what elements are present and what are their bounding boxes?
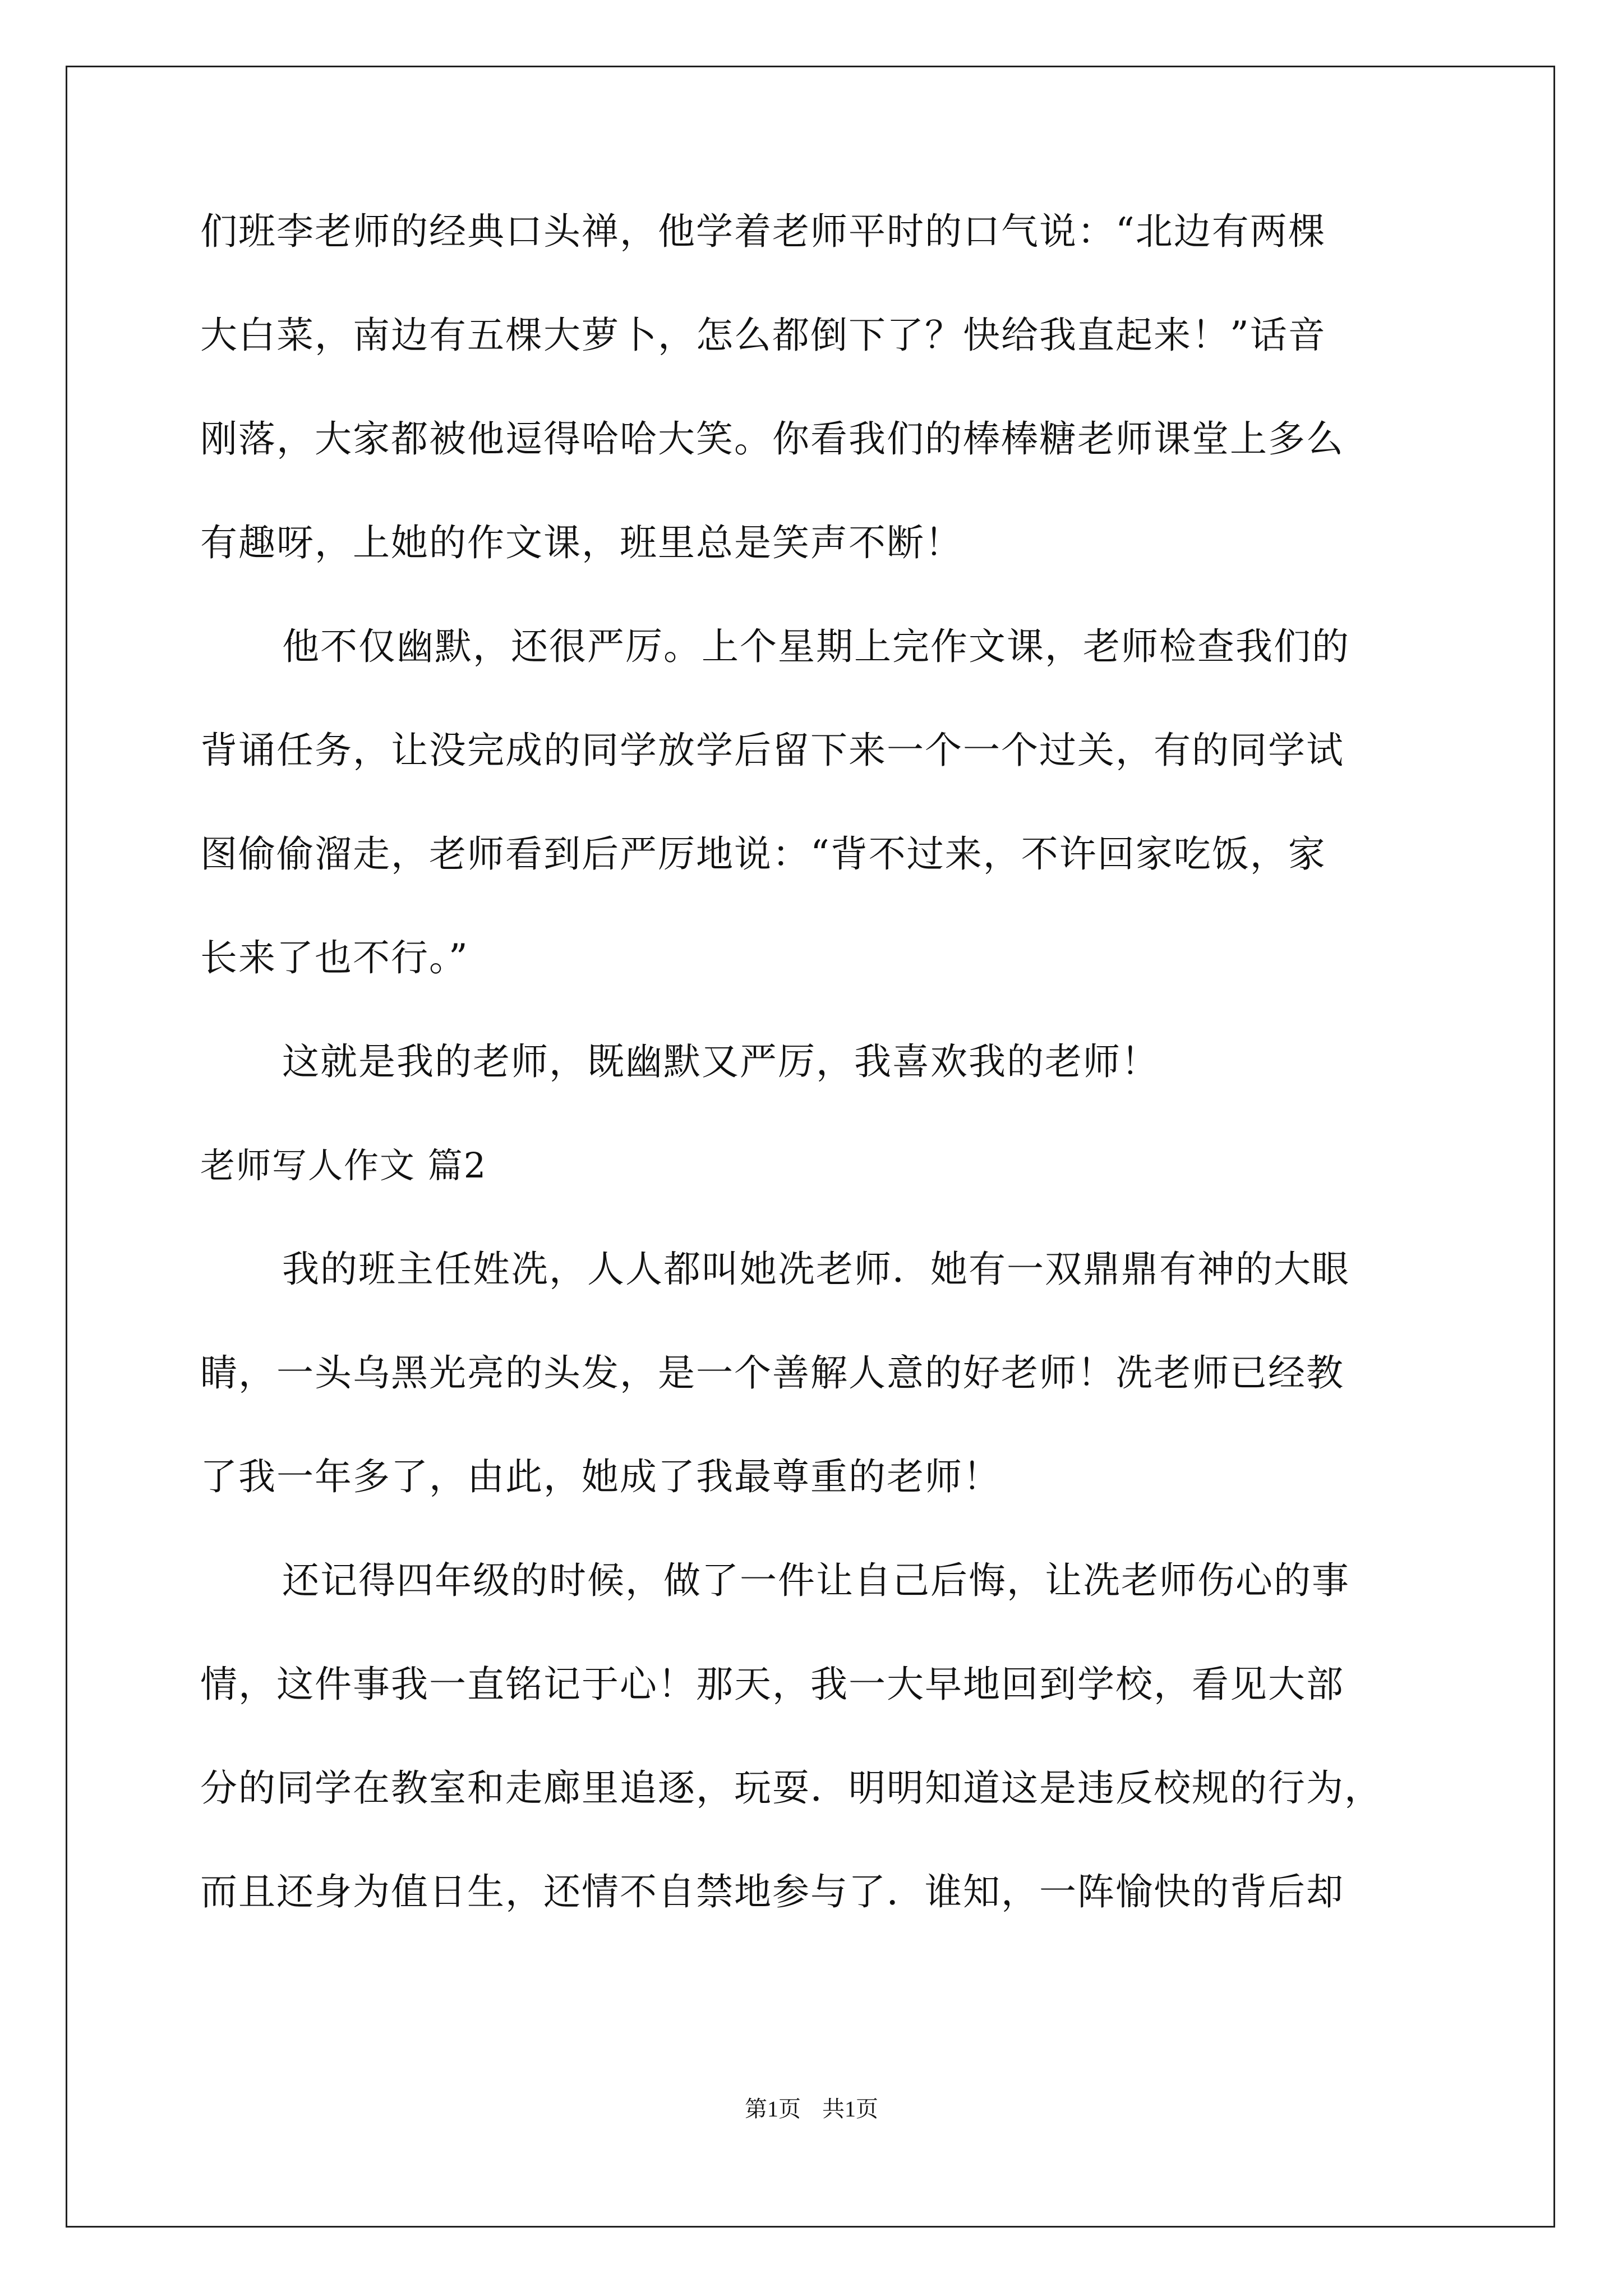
text-line: 分的同学在教室和走廊里追逐，玩耍．明明知道这是违反校规的行为，	[200, 1766, 1382, 1810]
paragraph-start-line: 他不仅幽默，还很严厉。上个星期上完作文课，老师检查我们的	[282, 625, 1350, 668]
text-line: 有趣呀，上她的作文课，班里总是笑声不断！	[200, 521, 963, 564]
text-line: 背诵任务，让没完成的同学放学后留下来一个一个过关，有的同学试	[200, 729, 1344, 772]
paragraph-start-line: 还记得四年级的时候，做了一件让自己后悔，让冼老师伤心的事	[282, 1559, 1350, 1602]
page-footer	[0, 2098, 1623, 2120]
text-line: 图偷偷溜走，老师看到后严厉地说：“背不过来，不许回家吃饭，家	[200, 832, 1326, 876]
text-line: 刚落，大家都被他逗得哈哈大笑。你看我们的棒棒糖老师课堂上多么	[200, 417, 1344, 461]
paragraph-start-line: 这就是我的老师，既幽默又严厉，我喜欢我的老师！	[282, 1040, 1159, 1083]
text-line: 长来了也不行。”	[200, 936, 469, 979]
page-number: 第1页	[745, 2096, 801, 2122]
text-line: 了我一年多了，由此，她成了我最尊重的老师！	[200, 1455, 1001, 1498]
paragraph-start-line: 我的班主任姓冼，人人都叫她冼老师．她有一双鼎鼎有神的大眼	[282, 1248, 1350, 1291]
text-line: 睛，一头乌黑光亮的头发，是一个善解人意的好老师！冼老师已经教	[200, 1351, 1344, 1395]
text-line: 情，这件事我一直铭记于心！那天，我一大早地回到学校，看见大部	[200, 1663, 1344, 1706]
text-line: 而且还身为值日生，还情不自禁地参与了．谁知，一阵愉快的背后却	[200, 1870, 1344, 1913]
text-line: 大白菜，南边有五棵大萝卜，怎么都倒下了？快给我直起来！”话音	[200, 314, 1326, 357]
section-heading: 老师写人作文 篇2	[200, 1145, 487, 1186]
page-total: 共1页	[822, 2096, 878, 2122]
text-line: 们班李老师的经典口头禅，他学着老师平时的口气说：“北边有两棵	[200, 210, 1326, 253]
document-body	[200, 210, 1423, 1913]
